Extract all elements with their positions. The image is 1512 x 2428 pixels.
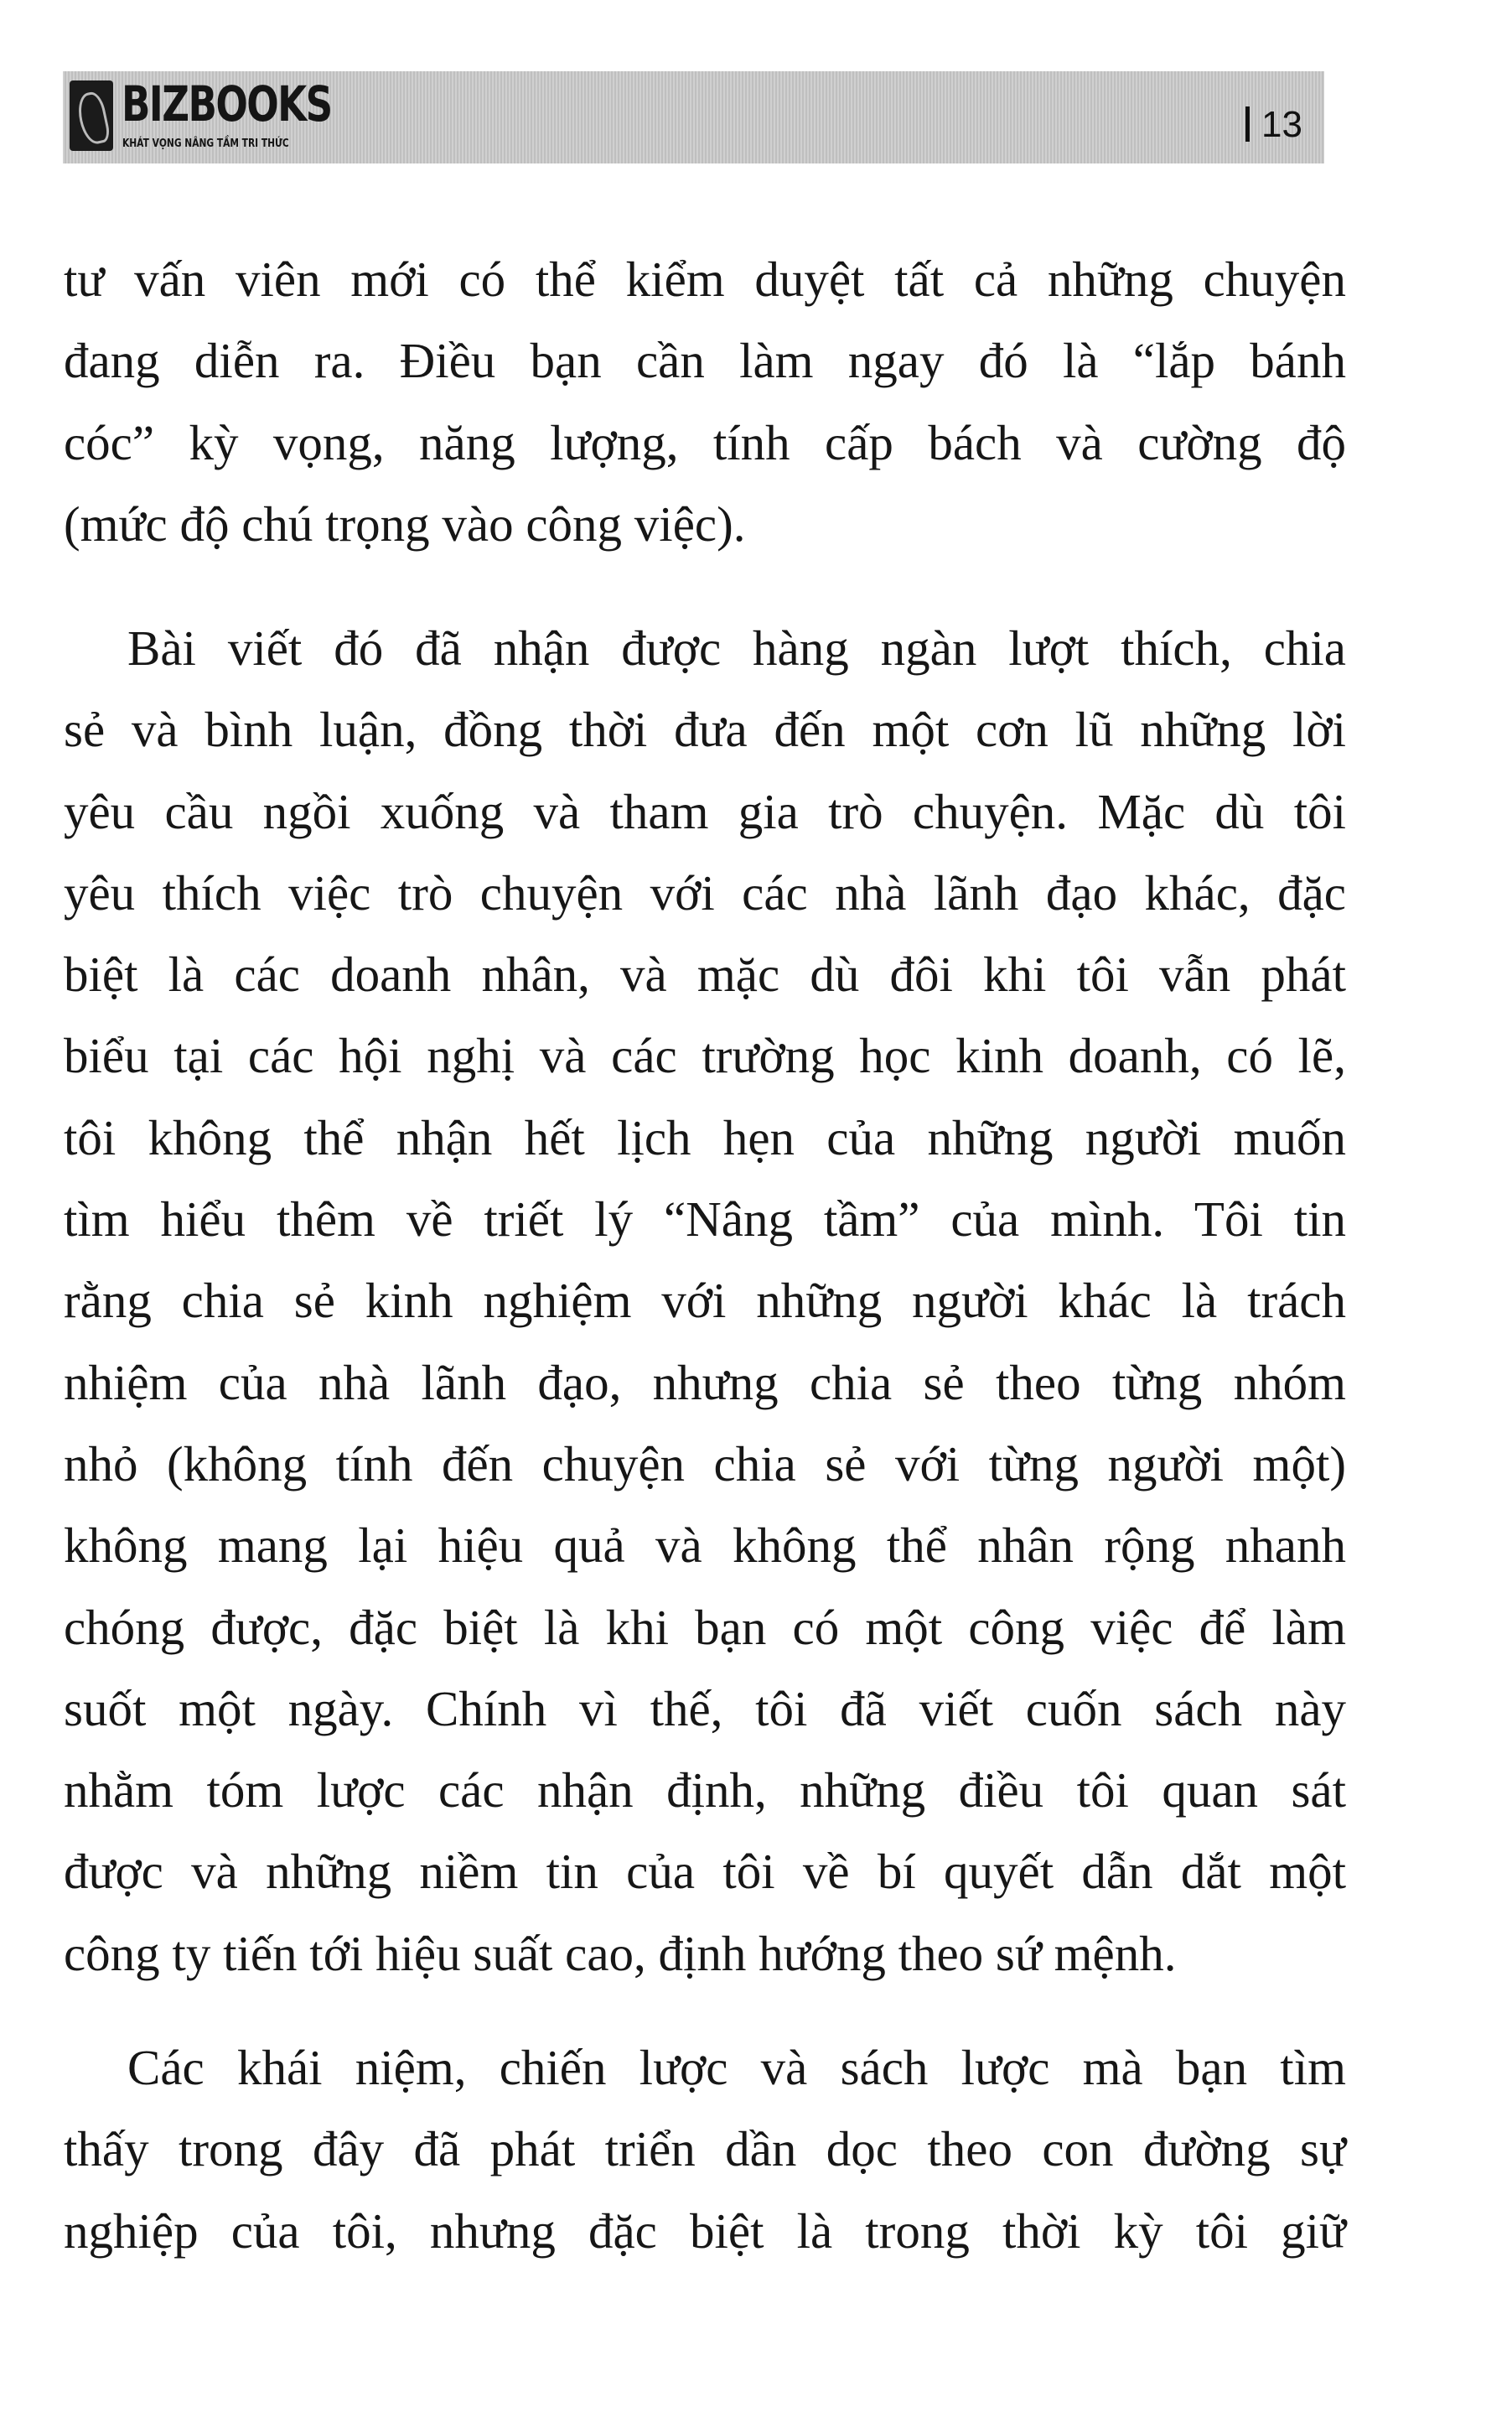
paragraph-3 — [64, 2027, 1346, 2272]
text-line: được và những niềm tin của tôi về bí quyết dẫn dắt một — [64, 1844, 1346, 1900]
text-line: thấy trong đây đã phát triển dần dọc theo con đường sự — [64, 2121, 1346, 2177]
brand-tagline: KHÁT VỌNG NÂNG TẦM TRI THỨC — [122, 137, 289, 150]
paragraph-1 — [64, 239, 1346, 565]
bizbooks-logo-icon — [70, 80, 113, 151]
text-line: biểu tại các hội nghị và các trường học kinh doanh, có lẽ, — [64, 1028, 1346, 1084]
page-number-divider — [1245, 106, 1250, 142]
text-line: tôi không thể nhận hết lịch hẹn của những người muốn — [64, 1109, 1346, 1165]
text-line: tìm hiểu thêm về triết lý “Nâng tầm” của mình. Tôi tin — [64, 1191, 1346, 1248]
text-line: (mức độ chú trọng vào công việc). — [64, 495, 746, 552]
text-line: công ty tiến tới hiệu suất cao, định hướng theo sứ mệnh. — [64, 1925, 1177, 1981]
text-line: yêu cầu ngồi xuống và tham gia trò chuyện. Mặc dù tôi — [64, 783, 1346, 839]
text-line: nhằm tóm lược các nhận định, những điều tôi quan sát — [64, 1762, 1346, 1818]
text-line: tư vấn viên mới có thể kiểm duyệt tất cả những chuyện — [64, 252, 1346, 307]
page-number-value: 13 — [1261, 104, 1302, 145]
text-line: yêu thích việc trò chuyện với các nhà lãnh đạo khác, đặc — [64, 864, 1346, 921]
text-line: sẻ và bình luận, đồng thời đưa đến một cơn lũ những lời — [64, 702, 1346, 758]
page-number — [1245, 104, 1302, 146]
text-line: không mang lại hiệu quả và không thể nhân rộng nhanh — [64, 1518, 1346, 1574]
text-line: cóc” kỳ vọng, năng lượng, tính cấp bách và cường độ — [64, 414, 1346, 470]
text-line: Các khái niệm, chiến lược và sách lược mà bạn tìm — [127, 2040, 1346, 2095]
text-line: đang diễn ra. Điều bạn cần làm ngay đó là “lắp bánh — [64, 333, 1346, 389]
text-line: Bài viết đó đã nhận được hàng ngàn lượt thích, chia — [127, 620, 1346, 676]
paragraph-2 — [64, 608, 1346, 1995]
text-line: nghiệp của tôi, nhưng đặc biệt là trong thời kỳ tôi giữ — [64, 2202, 1346, 2259]
text-line: nhiệm của nhà lãnh đạo, nhưng chia sẻ theo từng nhóm — [64, 1354, 1346, 1410]
text-line: rằng chia sẻ kinh nghiệm với những người khác là trách — [64, 1273, 1346, 1329]
brand-name: BIZBOOKS — [122, 75, 332, 132]
text-line: chóng được, đặc biệt là khi bạn có một công việc để làm — [64, 1599, 1346, 1655]
text-line: nhỏ (không tính đến chuyện chia sẻ với từng người một) — [64, 1435, 1346, 1492]
text-line: suốt một ngày. Chính vì thế, tôi đã viết cuốn sách này — [64, 1680, 1346, 1736]
text-line: biệt là các doanh nhân, và mặc dù đôi khi tôi vẫn phát — [64, 947, 1346, 1003]
